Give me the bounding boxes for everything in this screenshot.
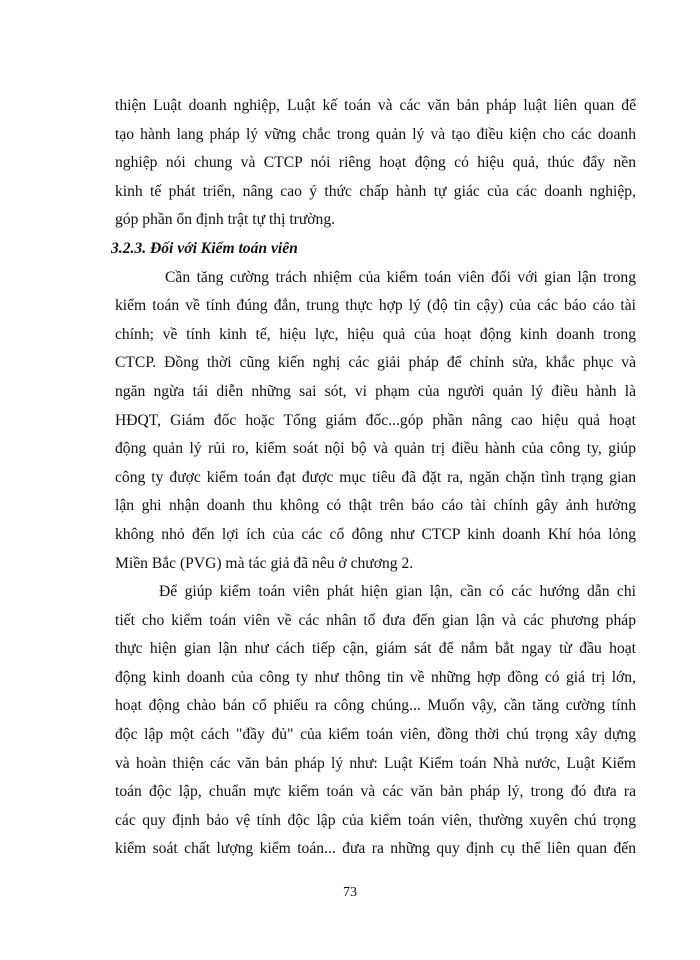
- paragraph-line: Để giúp kiểm toán viên phát hiện gian lận, cần có các hướng dẫn chi: [159, 583, 636, 601]
- section-heading: 3.2.3. Đối với Kiểm toán viên: [111, 239, 298, 257]
- document-body: [111, 92, 636, 864]
- paragraph-line: tiết cho kiểm toán viên về các nhân tố đưa đến gian lận và các phương pháp: [115, 611, 636, 629]
- paragraph-line: Cần tăng cường trách nhiệm của kiểm toán viên đối với gian lận trong: [165, 268, 636, 286]
- paragraph-line: kiểm toán về tính đúng đắn, trung thực hợp lý (độ tin cậy) của các báo cáo tài: [115, 297, 636, 315]
- paragraph-line: hoạt động chào bán cổ phiếu ra công chúng... Muốn vậy, cần tăng cường tính: [115, 697, 636, 715]
- paragraph-line: góp phần ổn định trật tự thị trường.: [115, 211, 336, 229]
- paragraph-line: nghiệp nói chung và CTCP nói riêng hoạt động có hiệu quả, thúc đẩy nền: [115, 154, 636, 172]
- paragraph-line: thực hiện gian lận như cách tiếp cận, giám sát để nắm bắt ngay từ đầu hoạt: [115, 640, 636, 658]
- paragraph-line: Miền Bắc (PVG) mà tác giả đã nêu ở chương 2.: [115, 554, 414, 572]
- paragraph-line: chính; về tính kinh tế, hiệu lực, hiệu quả của hoạt động kinh doanh trong: [115, 325, 636, 343]
- paragraph-line: kinh tế phát triển, nâng cao ý thức chấp hành tự giác của các doanh nghiệp,: [115, 182, 636, 200]
- paragraph-line: các quy định bảo vệ tính độc lập của kiểm toán viên, thường xuyên chú trọng: [115, 811, 636, 829]
- paragraph-1: [115, 92, 636, 235]
- paragraph-line: HĐQT, Giám đốc hoặc Tổng giám đốc...góp phần nâng cao hiệu quả hoạt: [115, 411, 636, 429]
- paragraph-line: động kinh doanh của công ty như thông tin về những hợp đồng có giá trị lớn,: [115, 668, 636, 686]
- page-number: 73: [343, 885, 357, 900]
- paragraph-line: toán độc lập, chuẩn mực kiểm toán và các văn bản pháp lý, trong đó đưa ra: [115, 783, 636, 801]
- paragraph-line: tạo hành lang pháp lý vững chắc trong quản lý và tạo điều kiện cho các doanh: [115, 125, 636, 143]
- paragraph-line: kiểm soát chất lượng kiểm toán... đưa ra những quy định cụ thể liên quan đến: [115, 840, 636, 858]
- paragraph-line: lận ghi nhận doanh thu không có thật trên báo cáo tài chính gây ảnh hưởng: [115, 497, 636, 515]
- paragraph-line: động quản lý rủi ro, kiểm soát nội bộ và quản trị điều hành của công ty, giúp: [115, 440, 636, 458]
- paragraph-2: [115, 264, 636, 579]
- paragraph-3: [115, 578, 636, 864]
- paragraph-line: CTCP. Đồng thời cũng kiến nghị các giải pháp để chỉnh sửa, khắc phục và: [115, 354, 636, 372]
- paragraph-line: ngăn ngừa tái diễn những sai sót, vi phạm của người quản lý điều hành là: [115, 382, 636, 400]
- paragraph-line: thiện Luật doanh nghiệp, Luật kế toán và các văn bản pháp luật liên quan để: [115, 97, 636, 114]
- paragraph-line: và hoàn thiện các văn bản pháp lý như: Luật Kiểm toán Nhà nước, Luật Kiểm: [115, 754, 636, 772]
- paragraph-line: công ty được kiểm toán đạt được mục tiêu đã đặt ra, ngăn chặn tình trạng gian: [115, 468, 636, 486]
- paragraph-line: không nhỏ đến lợi ích của các cổ đông như CTCP kinh doanh Khí hóa lỏng: [115, 525, 636, 543]
- paragraph-line: độc lập một cách "đầy đủ" của kiểm toán viên, đồng thời chú trọng xây dựng: [115, 726, 636, 744]
